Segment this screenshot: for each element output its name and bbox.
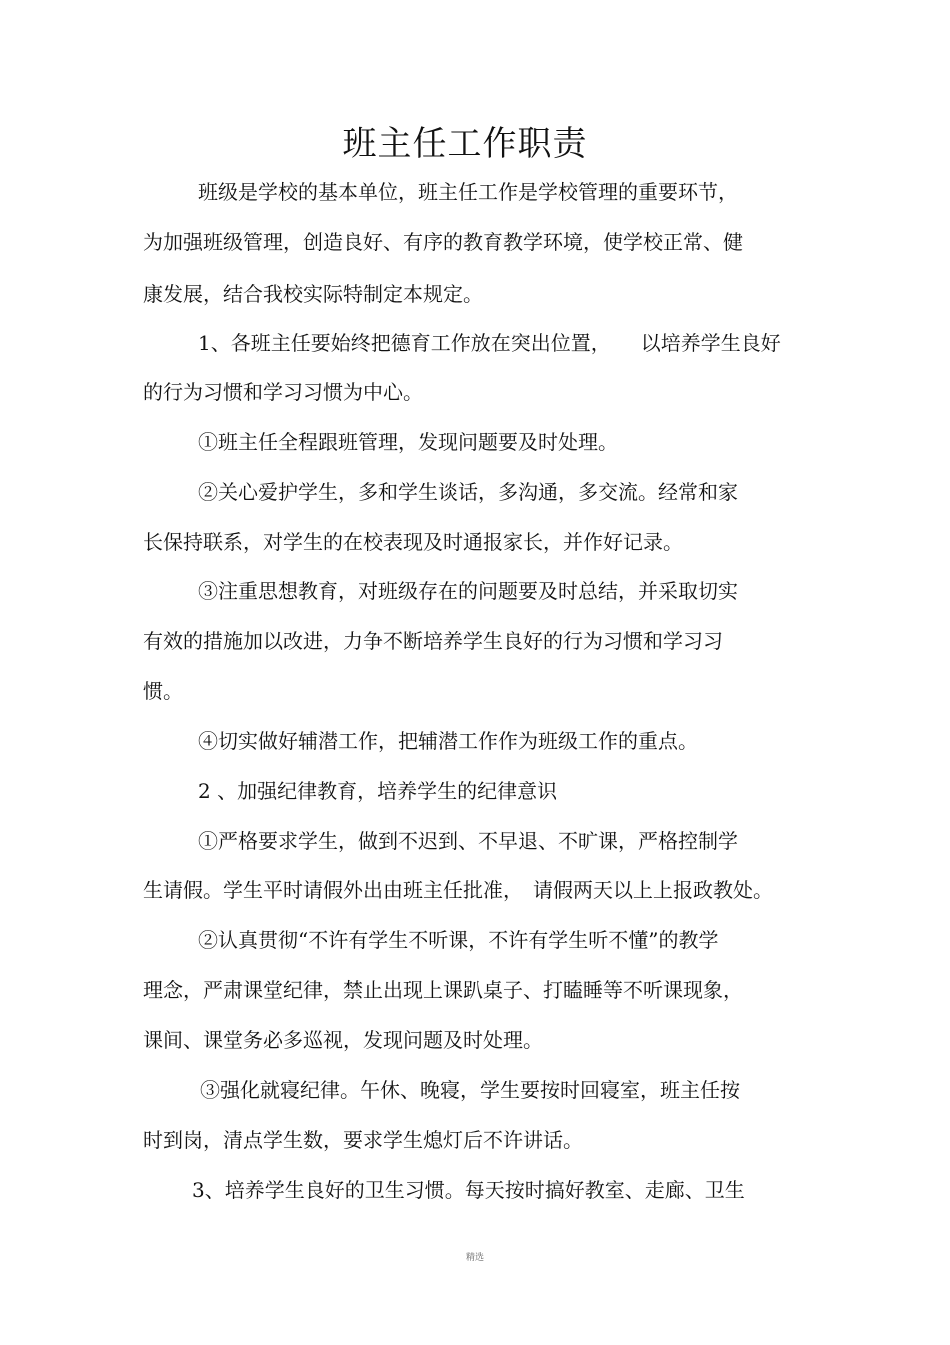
paragraph-line: 班级是学校的基本单位，班主任工作是学校管理的重要环节， (198, 180, 738, 204)
paragraph-line: 长保持联系，对学生的在校表现及时通报家长，并作好记录。 (143, 530, 683, 554)
paragraph-line: ②认真贯彻“不许有学生不听课，不许有学生听不懂”的教学 (198, 928, 719, 952)
paragraph-line: ③注重思想教育，对班级存在的问题要及时总结，并采取切实 (198, 579, 738, 603)
paragraph-line: 理念，严肃课堂纪律，禁止出现上课趴桌子、打瞌睡等不听课现象， (143, 978, 743, 1002)
paragraph-line: ③强化就寝纪律。午休、晚寝，学生要按时回寝室，班主任按 (200, 1078, 740, 1102)
paragraph-line: 康发展，结合我校实际特制定本规定。 (143, 282, 483, 306)
paragraph-line: 生请假。学生平时请假外出由班主任批准， 请假两天以上上报政教处。 (143, 878, 773, 902)
paragraph-line: 的行为习惯和学习习惯为中心。 (143, 380, 423, 404)
page-title: 班主任工作职责 (342, 124, 588, 164)
paragraph-line: 有效的措施加以改进，力争不断培养学生良好的行为习惯和学习习 (143, 629, 723, 653)
paragraph-line: 1、各班主任要始终把德育工作放在突出位置， 以培养学生良好 (198, 331, 781, 355)
paragraph-line: 2 、加强纪律教育，培养学生的纪律意识 (198, 779, 558, 803)
paragraph-line: ①严格要求学生，做到不迟到、不早退、不旷课，严格控制学 (198, 829, 738, 853)
paragraph-line: 惯。 (143, 679, 183, 703)
paragraph-line: ②关心爱护学生，多和学生谈话，多沟通，多交流。经常和家 (198, 480, 738, 504)
paragraph-line: ①班主任全程跟班管理，发现问题要及时处理。 (198, 430, 618, 454)
page-footer: 精选 (465, 1253, 484, 1263)
paragraph-line: 3、培养学生良好的卫生习惯。每天按时搞好教室、走廊、卫生 (192, 1178, 745, 1202)
paragraph-line: ④切实做好辅潜工作，把辅潜工作作为班级工作的重点。 (198, 729, 698, 753)
paragraph-line: 为加强班级管理，创造良好、有序的教育教学环境，使学校正常、健 (143, 230, 743, 254)
paragraph-line: 课间、课堂务必多巡视，发现问题及时处理。 (143, 1028, 543, 1052)
paragraph-line: 时到岗，清点学生数，要求学生熄灯后不许讲话。 (143, 1128, 583, 1152)
